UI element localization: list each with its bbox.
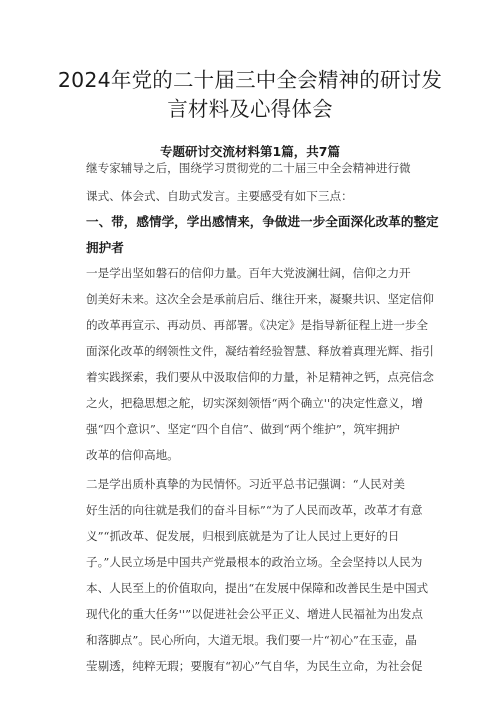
body-line: 的改革再宣示、再动员、再部署。《决定》是指导新征程上进一步全: [86, 318, 429, 332]
body-line: 义”“抓改革、促发展，归根到底就是为了让人民过上更好的日: [86, 529, 400, 543]
body-line: 子。”人民立场是中国共产党最根本的政治立场。全会坚持以人民为: [86, 555, 423, 569]
body-line: 课式、体会式、自助式发言。主要感受有如下三点：: [86, 189, 353, 203]
document-title-line-2: 言材料及心得体会: [167, 97, 333, 121]
body-line: 着实践探索，我们要从中汲取信仰的力量，补足精神之钙，点亮信念: [86, 370, 434, 384]
body-line: 强“四个意识”、坚定“四个自信”、做到“两个维护”，筑牢拥护: [86, 422, 400, 436]
body-line: 和落脚点”。民心所向，大道无垠。我们要一片“初心”在玉壶，晶: [86, 633, 417, 647]
body-line: 现代化的重大任务''”以促进社会公平正义、增进人民福祉为出发点: [86, 607, 423, 621]
body-line: 创美好未来。这次全会是承前启后、继往开来，凝聚共识、坚定信仰: [86, 292, 434, 306]
body-line: 继专家辅导之后，围绕学习贯彻党的二十届三中全会精神进行微: [86, 161, 411, 175]
body-line: 之火，把稳思想之舵，切实深刻领悟“两个确立''的决定性意义，增: [86, 396, 423, 410]
document-subtitle: 专题研讨交流材料第1篇，共7篇: [160, 144, 340, 159]
body-line: 本、人民至上的价值取向，提出“在发展中保障和改善民生是中国式: [86, 581, 429, 595]
body-line: 二是学出质朴真挚的为民情怀。习近平总书记强调：“人民对美: [86, 477, 405, 491]
body-line: 面深化改革的纲领性文件，凝结着经验智慧、释放着真理光辉、指引: [86, 344, 434, 358]
body-line: 好生活的向往就是我们的奋斗目标”“为了人民而改革，改革才有意: [86, 503, 423, 517]
body-line: 改革的信仰高地。: [86, 448, 179, 462]
body-line: 一是学出坚如磐石的信仰力量。百年大党波澜壮阔，信仰之力开: [86, 266, 411, 280]
body-line: 莹剔透，纯粹无瑕；要腹有“初心”气自华，为民生立命，为社会促: [86, 659, 423, 673]
section-heading: 一、带，感情学，学出感情来，争做进一步全面深化改革的整定: [86, 214, 439, 229]
section-heading: 拥护者: [86, 240, 124, 255]
document-title-line-1: 2024年党的二十届三中全会精神的研讨发: [57, 68, 443, 92]
